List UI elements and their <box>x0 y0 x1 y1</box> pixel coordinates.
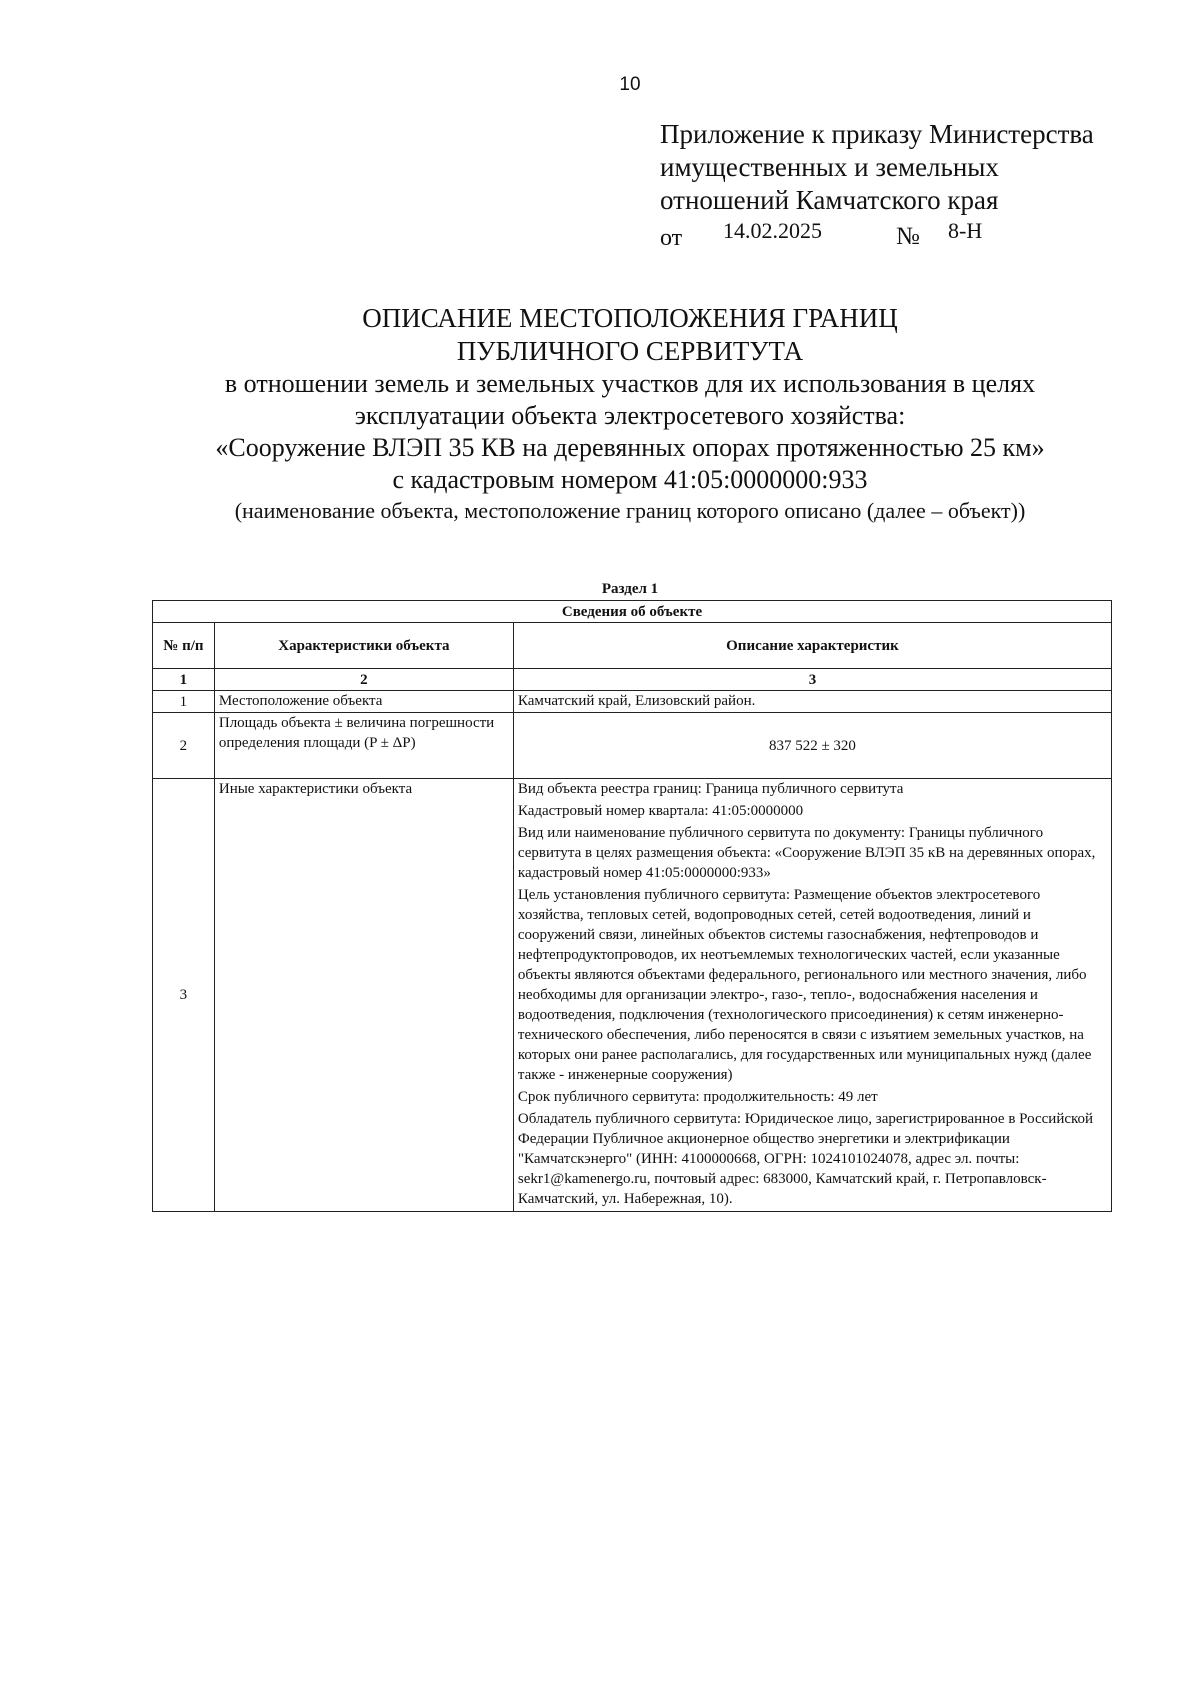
header-num: № п/п <box>153 623 215 669</box>
description-paragraph: Обладатель публичного сервитута: Юридическое лицо, зарегистрированное в Российской Федерации Публичное акционерное общество энергетики и электрификации "Камчатскэнерго" (ИНН: 4100000668, ОГРН: 1024101024078, адрес эл. почты: sekr1@kamenergo.ru, почтовый адрес: 683000, Камчатский край, г. Петропавловск-Камчатский, ул. Набережная, 10). <box>517 1111 1094 1207</box>
order-number: 8-Н <box>948 218 983 243</box>
table-header-row <box>153 623 1112 669</box>
column-number: 3 <box>513 669 1111 691</box>
section-label: Раздел 1 <box>601 581 659 597</box>
order-meta <box>660 218 1160 252</box>
header-description: Описание характеристик <box>513 623 1111 669</box>
document-subtitle: с кадастровым номером 41:05:0000000:933 <box>392 465 868 494</box>
row-description: 837 522 ± 320 <box>513 713 1111 779</box>
table-title-row <box>153 601 1112 623</box>
description-paragraph: Срок публичного сервитута: продолжительность: 49 лет <box>517 1089 878 1105</box>
row-description-cell <box>513 779 1111 1212</box>
row-num: 2 <box>153 713 215 779</box>
row-num: 1 <box>153 691 215 713</box>
table-title: Сведения об объекте <box>153 601 1112 623</box>
row-num: 3 <box>153 779 215 1212</box>
document-subtitle: эксплуатации объекта электросетевого хозяйства: <box>354 401 906 430</box>
document-subtitle: в отношении земель и земельных участков для их использования в целях <box>224 369 1036 398</box>
row-characteristic: Местоположение объекта <box>214 691 513 713</box>
document-subtitle: «Сооружение ВЛЭП 35 КВ на деревянных опорах протяженностью 25 км» <box>215 433 1045 462</box>
row-characteristic: Иные характеристики объекта <box>214 779 513 1212</box>
object-info-table <box>152 600 1112 1212</box>
appendix-block <box>660 118 1160 252</box>
appendix-line: отношений Камчатского края <box>660 185 999 215</box>
document-title: ОПИСАНИЕ МЕСТОПОЛОЖЕНИЯ ГРАНИЦ <box>362 303 898 333</box>
appendix-line: имущественных и земельных <box>660 152 999 182</box>
column-number: 1 <box>153 669 215 691</box>
order-date: 14.02.2025 <box>723 218 822 243</box>
row-characteristic: Площадь объекта ± величина погрешности определения площади (P ± ΔP) <box>214 713 513 779</box>
document-heading <box>150 302 1110 526</box>
heading-caption: (наименование объекта, местоположение границ которого описано (далее – объект)) <box>234 498 1026 523</box>
appendix-line: Приложение к приказу Министерства <box>660 119 1094 149</box>
number-sign: № <box>896 223 920 250</box>
column-number: 2 <box>214 669 513 691</box>
header-characteristic: Характеристики объекта <box>214 623 513 669</box>
page-number: 10 <box>619 74 641 95</box>
from-label: от <box>660 225 683 251</box>
table-row <box>153 691 1112 713</box>
table-row <box>153 779 1112 1212</box>
document-title: ПУБЛИЧНОГО СЕРВИТУТА <box>456 336 804 366</box>
description-paragraph: Вид или наименование публичного сервитута по документу: Границы публичного сервитута в целях размещения объекта: «Сооружение ВЛЭП 35 кВ на деревянных опорах, кадастровый номер 41:05:0000000:933» <box>517 825 1096 881</box>
description-paragraph: Вид объекта реестра границ: Граница публичного сервитута <box>517 781 904 797</box>
description-paragraph: Кадастровый номер квартала: 41:05:0000000 <box>517 803 804 819</box>
row-description: Камчатский край, Елизовский район. <box>513 691 1111 713</box>
description-paragraph: Цель установления публичного сервитута: Размещение объектов электросетевого хозяйства, тепловых сетей, водопроводных сетей, сетей водоотведения, линий и сооружений связи, линейных объектов системы газоснабжения, нефтепроводов и нефтепродуктопроводов, их неотъемлемых технологических частей, если указанные объекты являются объектами федерального, регионального или местного значения, либо необходимы для организации электро-, газо-, тепло-, водоснабжения населения и водоотведения, подключения (технологического присоединения) к сетям инженерно-технического обеспечения, либо переносятся в связи с изъятием земельных участков, на которых они ранее располагались, для государственных или муниципальных нужд (далее также - инженерные сооружения) <box>517 887 1092 1083</box>
table-row <box>153 713 1112 779</box>
column-number-row <box>153 669 1112 691</box>
